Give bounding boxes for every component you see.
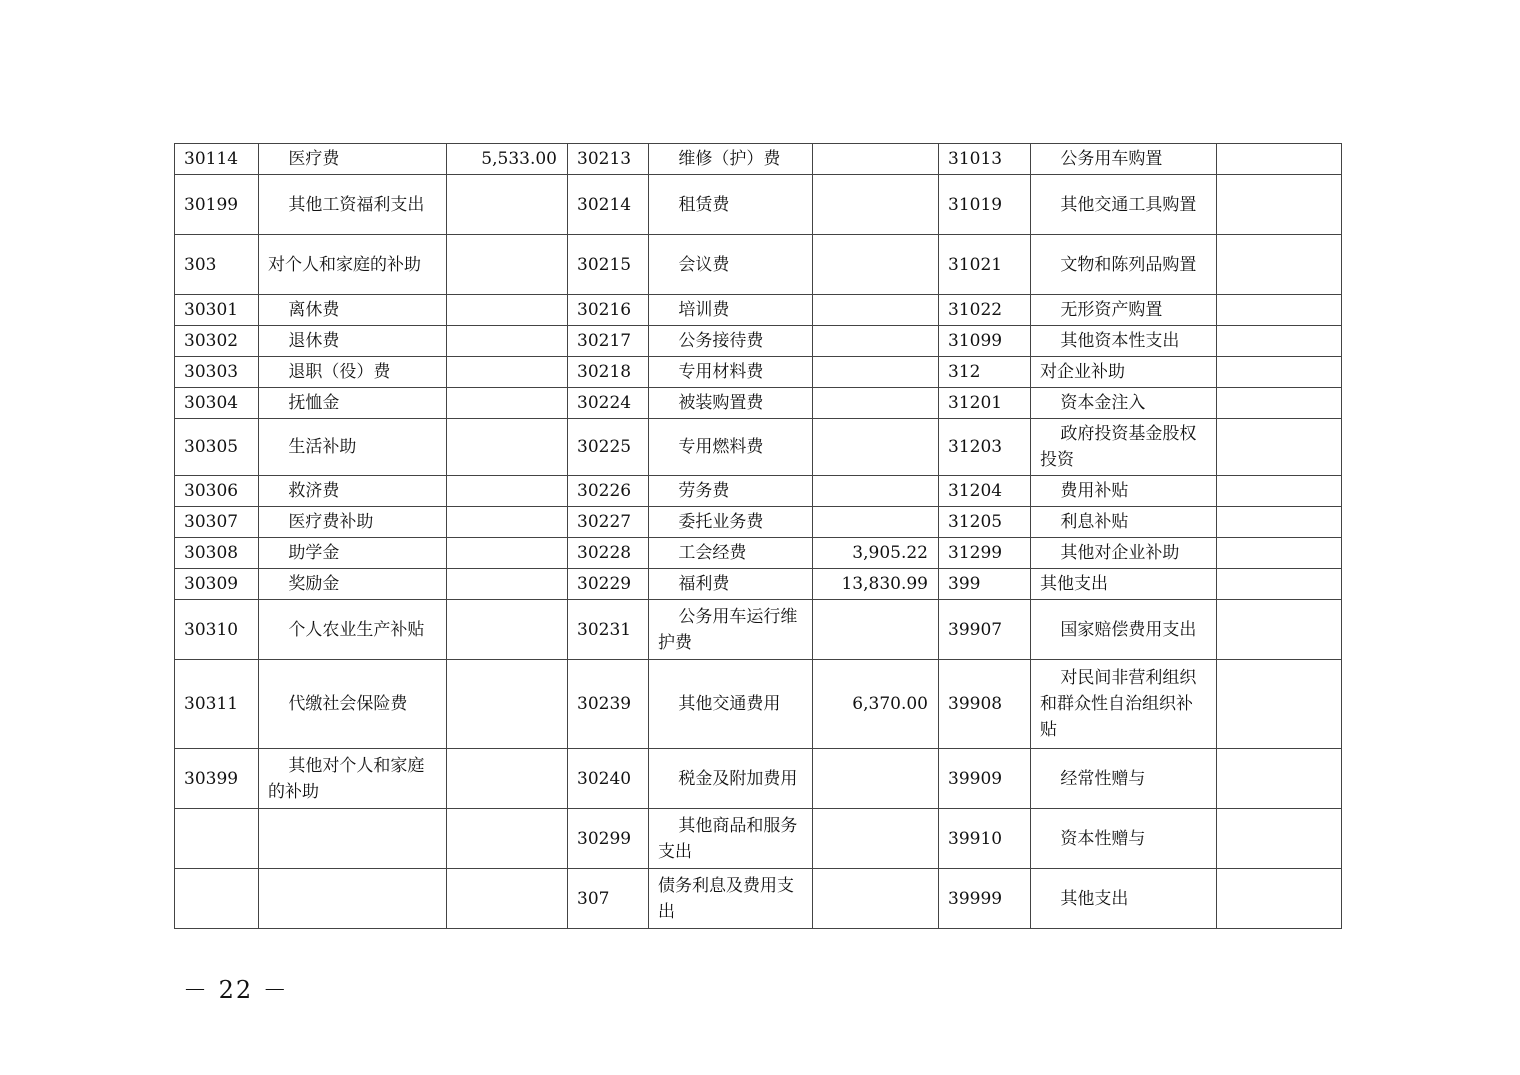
item-code-cell: 39907 xyxy=(939,600,1031,660)
amount-cell xyxy=(1217,175,1342,235)
item-code-cell: 30216 xyxy=(568,295,649,326)
item-name-cell: 租赁费 xyxy=(649,175,813,235)
amount-cell xyxy=(1217,569,1342,600)
item-code-cell: 30311 xyxy=(175,660,259,749)
item-code-cell: 30303 xyxy=(175,357,259,388)
amount-cell xyxy=(813,295,939,326)
amount-cell xyxy=(813,749,939,809)
item-name-cell: 利息补贴 xyxy=(1031,507,1217,538)
amount-cell xyxy=(813,235,939,295)
item-code-cell: 312 xyxy=(939,357,1031,388)
item-code-cell: 30307 xyxy=(175,507,259,538)
item-code-cell: 30240 xyxy=(568,749,649,809)
item-code-cell: 31299 xyxy=(939,538,1031,569)
item-code-cell: 31204 xyxy=(939,476,1031,507)
item-code-cell: 30199 xyxy=(175,175,259,235)
table-row xyxy=(175,569,1342,600)
item-name-cell: 其他工资福利支出 xyxy=(259,175,447,235)
amount-cell xyxy=(447,507,568,538)
item-name-cell: 工会经费 xyxy=(649,538,813,569)
item-code-cell: 30215 xyxy=(568,235,649,295)
amount-cell: 13,830.99 xyxy=(813,569,939,600)
item-name-cell: 福利费 xyxy=(649,569,813,600)
item-name-cell: 无形资产购置 xyxy=(1031,295,1217,326)
table-row xyxy=(175,538,1342,569)
amount-cell xyxy=(447,419,568,476)
item-code-cell: 31205 xyxy=(939,507,1031,538)
item-name-cell xyxy=(259,809,447,869)
item-name-cell: 国家赔偿费用支出 xyxy=(1031,600,1217,660)
table-row xyxy=(175,507,1342,538)
amount-cell xyxy=(447,235,568,295)
amount-cell xyxy=(447,388,568,419)
item-name-cell: 政府投资基金股权投资 xyxy=(1031,419,1217,476)
amount-cell xyxy=(1217,600,1342,660)
amount-cell xyxy=(1217,507,1342,538)
amount-cell xyxy=(1217,476,1342,507)
item-code-cell: 30304 xyxy=(175,388,259,419)
item-name-cell: 代缴社会保险费 xyxy=(259,660,447,749)
item-name-cell: 其他交通费用 xyxy=(649,660,813,749)
item-name-cell: 培训费 xyxy=(649,295,813,326)
amount-cell xyxy=(813,357,939,388)
item-code-cell: 30306 xyxy=(175,476,259,507)
item-name-cell: 其他对企业补助 xyxy=(1031,538,1217,569)
table-body xyxy=(175,144,1342,929)
table-row xyxy=(175,357,1342,388)
item-code-cell: 307 xyxy=(568,869,649,929)
item-name-cell: 助学金 xyxy=(259,538,447,569)
amount-cell xyxy=(447,869,568,929)
item-name-cell: 抚恤金 xyxy=(259,388,447,419)
item-code-cell: 30309 xyxy=(175,569,259,600)
item-name-cell: 其他对个人和家庭的补助 xyxy=(259,749,447,809)
item-name-cell: 对企业补助 xyxy=(1031,357,1217,388)
item-name-cell: 文物和陈列品购置 xyxy=(1031,235,1217,295)
item-name-cell: 公务接待费 xyxy=(649,326,813,357)
item-name-cell xyxy=(259,869,447,929)
item-name-cell: 生活补助 xyxy=(259,419,447,476)
item-name-cell: 奖励金 xyxy=(259,569,447,600)
item-code-cell: 31019 xyxy=(939,175,1031,235)
item-name-cell: 退休费 xyxy=(259,326,447,357)
item-code-cell: 31022 xyxy=(939,295,1031,326)
amount-cell xyxy=(1217,295,1342,326)
amount-cell: 3,905.22 xyxy=(813,538,939,569)
amount-cell xyxy=(813,419,939,476)
table-row xyxy=(175,809,1342,869)
item-name-cell: 委托业务费 xyxy=(649,507,813,538)
amount-cell xyxy=(447,175,568,235)
amount-cell xyxy=(813,809,939,869)
item-name-cell: 劳务费 xyxy=(649,476,813,507)
page-number: － 22 － xyxy=(183,976,289,1004)
item-name-cell: 专用燃料费 xyxy=(649,419,813,476)
amount-cell xyxy=(447,326,568,357)
amount-cell: 6,370.00 xyxy=(813,660,939,749)
amount-cell xyxy=(813,326,939,357)
amount-cell xyxy=(813,600,939,660)
table-row xyxy=(175,175,1342,235)
item-code-cell: 39909 xyxy=(939,749,1031,809)
table-row xyxy=(175,749,1342,809)
item-code-cell: 30225 xyxy=(568,419,649,476)
item-name-cell: 离休费 xyxy=(259,295,447,326)
item-name-cell: 其他支出 xyxy=(1031,569,1217,600)
item-name-cell: 个人农业生产补贴 xyxy=(259,600,447,660)
item-name-cell: 对个人和家庭的补助 xyxy=(259,235,447,295)
item-code-cell: 30231 xyxy=(568,600,649,660)
item-code-cell: 30310 xyxy=(175,600,259,660)
amount-cell xyxy=(447,476,568,507)
item-code-cell: 30218 xyxy=(568,357,649,388)
item-code-cell: 399 xyxy=(939,569,1031,600)
item-code-cell: 30399 xyxy=(175,749,259,809)
item-code-cell: 303 xyxy=(175,235,259,295)
item-code-cell: 30301 xyxy=(175,295,259,326)
item-code-cell: 31203 xyxy=(939,419,1031,476)
item-code-cell xyxy=(175,809,259,869)
table-row xyxy=(175,869,1342,929)
item-code-cell: 30227 xyxy=(568,507,649,538)
item-code-cell: 31021 xyxy=(939,235,1031,295)
item-name-cell: 资本性赠与 xyxy=(1031,809,1217,869)
amount-cell xyxy=(1217,388,1342,419)
item-code-cell: 30224 xyxy=(568,388,649,419)
item-name-cell: 对民间非营利组织和群众性自治组织补贴 xyxy=(1031,660,1217,749)
item-name-cell: 其他交通工具购置 xyxy=(1031,175,1217,235)
amount-cell xyxy=(447,538,568,569)
item-name-cell: 退职（役）费 xyxy=(259,357,447,388)
item-name-cell: 医疗费 xyxy=(259,144,447,175)
amount-cell xyxy=(447,660,568,749)
item-name-cell: 其他支出 xyxy=(1031,869,1217,929)
amount-cell xyxy=(1217,809,1342,869)
amount-cell xyxy=(1217,144,1342,175)
amount-cell xyxy=(1217,749,1342,809)
amount-cell xyxy=(1217,235,1342,295)
item-code-cell: 30214 xyxy=(568,175,649,235)
item-code-cell: 30239 xyxy=(568,660,649,749)
table-row xyxy=(175,235,1342,295)
item-name-cell: 公务用车购置 xyxy=(1031,144,1217,175)
item-code-cell: 31013 xyxy=(939,144,1031,175)
amount-cell xyxy=(813,144,939,175)
amount-cell xyxy=(447,600,568,660)
item-code-cell: 30217 xyxy=(568,326,649,357)
item-code-cell: 30114 xyxy=(175,144,259,175)
item-name-cell: 救济费 xyxy=(259,476,447,507)
table-row xyxy=(175,326,1342,357)
amount-cell xyxy=(447,749,568,809)
item-name-cell: 专用材料费 xyxy=(649,357,813,388)
item-code-cell: 31099 xyxy=(939,326,1031,357)
item-name-cell: 公务用车运行维护费 xyxy=(649,600,813,660)
amount-cell: 5,533.00 xyxy=(447,144,568,175)
item-name-cell: 资本金注入 xyxy=(1031,388,1217,419)
amount-cell xyxy=(1217,326,1342,357)
amount-cell xyxy=(1217,419,1342,476)
table-row xyxy=(175,476,1342,507)
item-code-cell: 31201 xyxy=(939,388,1031,419)
item-code-cell: 30229 xyxy=(568,569,649,600)
table-row xyxy=(175,144,1342,175)
amount-cell xyxy=(813,175,939,235)
amount-cell xyxy=(813,869,939,929)
item-name-cell: 其他商品和服务支出 xyxy=(649,809,813,869)
item-name-cell: 会议费 xyxy=(649,235,813,295)
amount-cell xyxy=(1217,869,1342,929)
table-row xyxy=(175,388,1342,419)
item-code-cell: 30228 xyxy=(568,538,649,569)
item-code-cell: 30299 xyxy=(568,809,649,869)
amount-cell xyxy=(447,357,568,388)
amount-cell xyxy=(447,569,568,600)
item-code-cell: 30308 xyxy=(175,538,259,569)
item-code-cell: 39908 xyxy=(939,660,1031,749)
amount-cell xyxy=(813,388,939,419)
table-row xyxy=(175,660,1342,749)
table-row xyxy=(175,295,1342,326)
item-name-cell: 医疗费补助 xyxy=(259,507,447,538)
amount-cell xyxy=(1217,357,1342,388)
amount-cell xyxy=(1217,538,1342,569)
item-name-cell: 其他资本性支出 xyxy=(1031,326,1217,357)
item-name-cell: 被装购置费 xyxy=(649,388,813,419)
item-code-cell xyxy=(175,869,259,929)
item-name-cell: 维修（护）费 xyxy=(649,144,813,175)
item-code-cell: 30302 xyxy=(175,326,259,357)
item-name-cell: 税金及附加费用 xyxy=(649,749,813,809)
item-code-cell: 39910 xyxy=(939,809,1031,869)
item-code-cell: 30226 xyxy=(568,476,649,507)
item-code-cell: 39999 xyxy=(939,869,1031,929)
item-code-cell: 30305 xyxy=(175,419,259,476)
budget-expense-table xyxy=(174,143,1342,929)
amount-cell xyxy=(813,507,939,538)
item-name-cell: 费用补贴 xyxy=(1031,476,1217,507)
amount-cell xyxy=(1217,660,1342,749)
amount-cell xyxy=(447,809,568,869)
table-row xyxy=(175,600,1342,660)
amount-cell xyxy=(813,476,939,507)
amount-cell xyxy=(447,295,568,326)
item-name-cell: 债务利息及费用支出 xyxy=(649,869,813,929)
item-code-cell: 30213 xyxy=(568,144,649,175)
item-name-cell: 经常性赠与 xyxy=(1031,749,1217,809)
table-row xyxy=(175,419,1342,476)
